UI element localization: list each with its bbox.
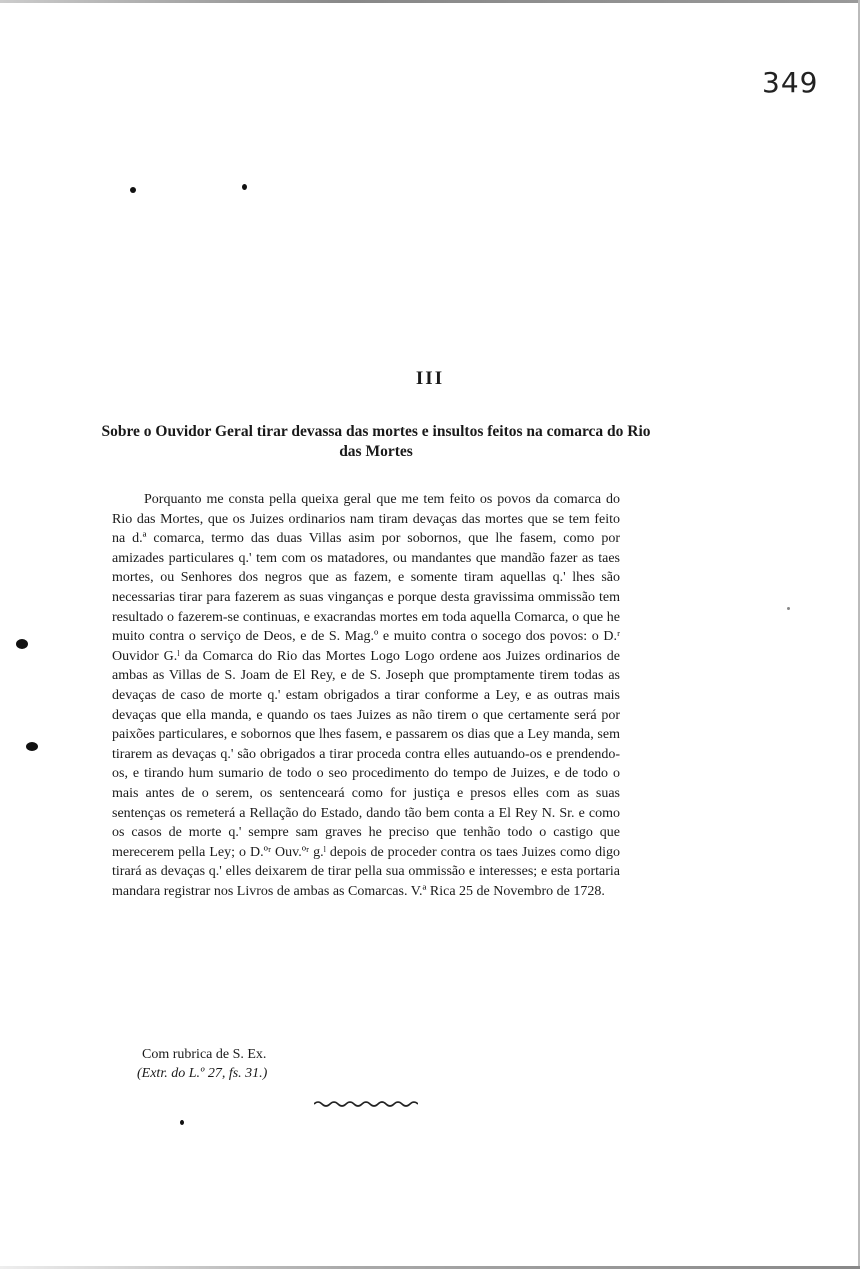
body-text — [112, 490, 620, 901]
ink-speck — [242, 184, 247, 190]
source-reference: (Extr. do L.º 27, fs. 31.) — [137, 1066, 268, 1081]
ink-speck — [16, 639, 28, 649]
ink-speck — [26, 742, 38, 751]
signature-line: Com rubrica de S. Ex. — [142, 1047, 267, 1062]
chapter-numeral: III — [415, 368, 445, 389]
ink-speck — [180, 1120, 184, 1125]
wavy-divider-ornament — [314, 1098, 418, 1110]
page-number: 349 — [762, 66, 819, 99]
scan-edge-top — [0, 0, 860, 3]
document-heading: Sobre o Ouvidor Geral tirar devassa das mortes e insultos feitos na comarca do Rio das Mortes — [101, 423, 651, 460]
ink-speck — [130, 187, 136, 193]
body-paragraph: Porquanto me consta pella queixa geral que me tem feito os povos da comarca do Rio das Mortes, que os Juizes ordinarios nam tiram devaças das mortes que se tem feito na d.ª comarca, termo das duas Villas asim por sobornos, que lhe fasem, como por amizades particulares q.' tem com os matadores, ou mandantes que mandão fazer as taes mortes, ou Senhores dos negros que as fazem, e somente tiram aquellas q.' lhes são necessarias tirar para fazerem as suas vinganças e porque desta gravissima ommissão tem resultado o fazerem-se continuas, e exacrandas mortes em toda aquella Comarca, o que he muito contra o serviço de Deos, e de S. Mag.º e muito contra o socego dos povos: o D.ʳ Ouvidor G.ˡ da Comarca do Rio das Mortes Logo Logo ordene aos Juizes ordinarios de ambas as Villas de S. Joam de El Rey, e de S. Joseph que promptamente tirem todas as devaças de caso de morte q.' estam obrigados a tirar conforme a Ley, e as outras mais devaças que ella manda, e quando os taes Juizes as não tirem o que certamente será por paixões particulares, e sobornos que lhes fasem, e passarem os dias que a Ley manda, sem tirarem as devaças q.' são obrigados a tirar proceda contra elles autuando-os e prendendo-os, e tirando hum sumario de todo o seo procedimento do tempo de Juizes, e de todo o mais antes de o serem, os sentenceará como for justiça e presos elles com as suas sentenças os remeterá a Rellação do Estado, dando tão bem conta a El Rey N. Sr. e como os casos de morte q.' sempre sam graves he preciso que tenhão todo o castigo que merecerem pella Ley; o D.ºʳ Ouv.ºʳ g.ˡ depois de proceder contra os taes Juizes como digo tirará as devaças q.' elles deixarem de tirar pella sua ommissão e interesses; e esta portaria mandara registrar nos Livros de ambas as Comarcas. V.ª Rica 25 de Novembro de 1728. — [112, 492, 620, 899]
ink-speck — [787, 607, 790, 610]
